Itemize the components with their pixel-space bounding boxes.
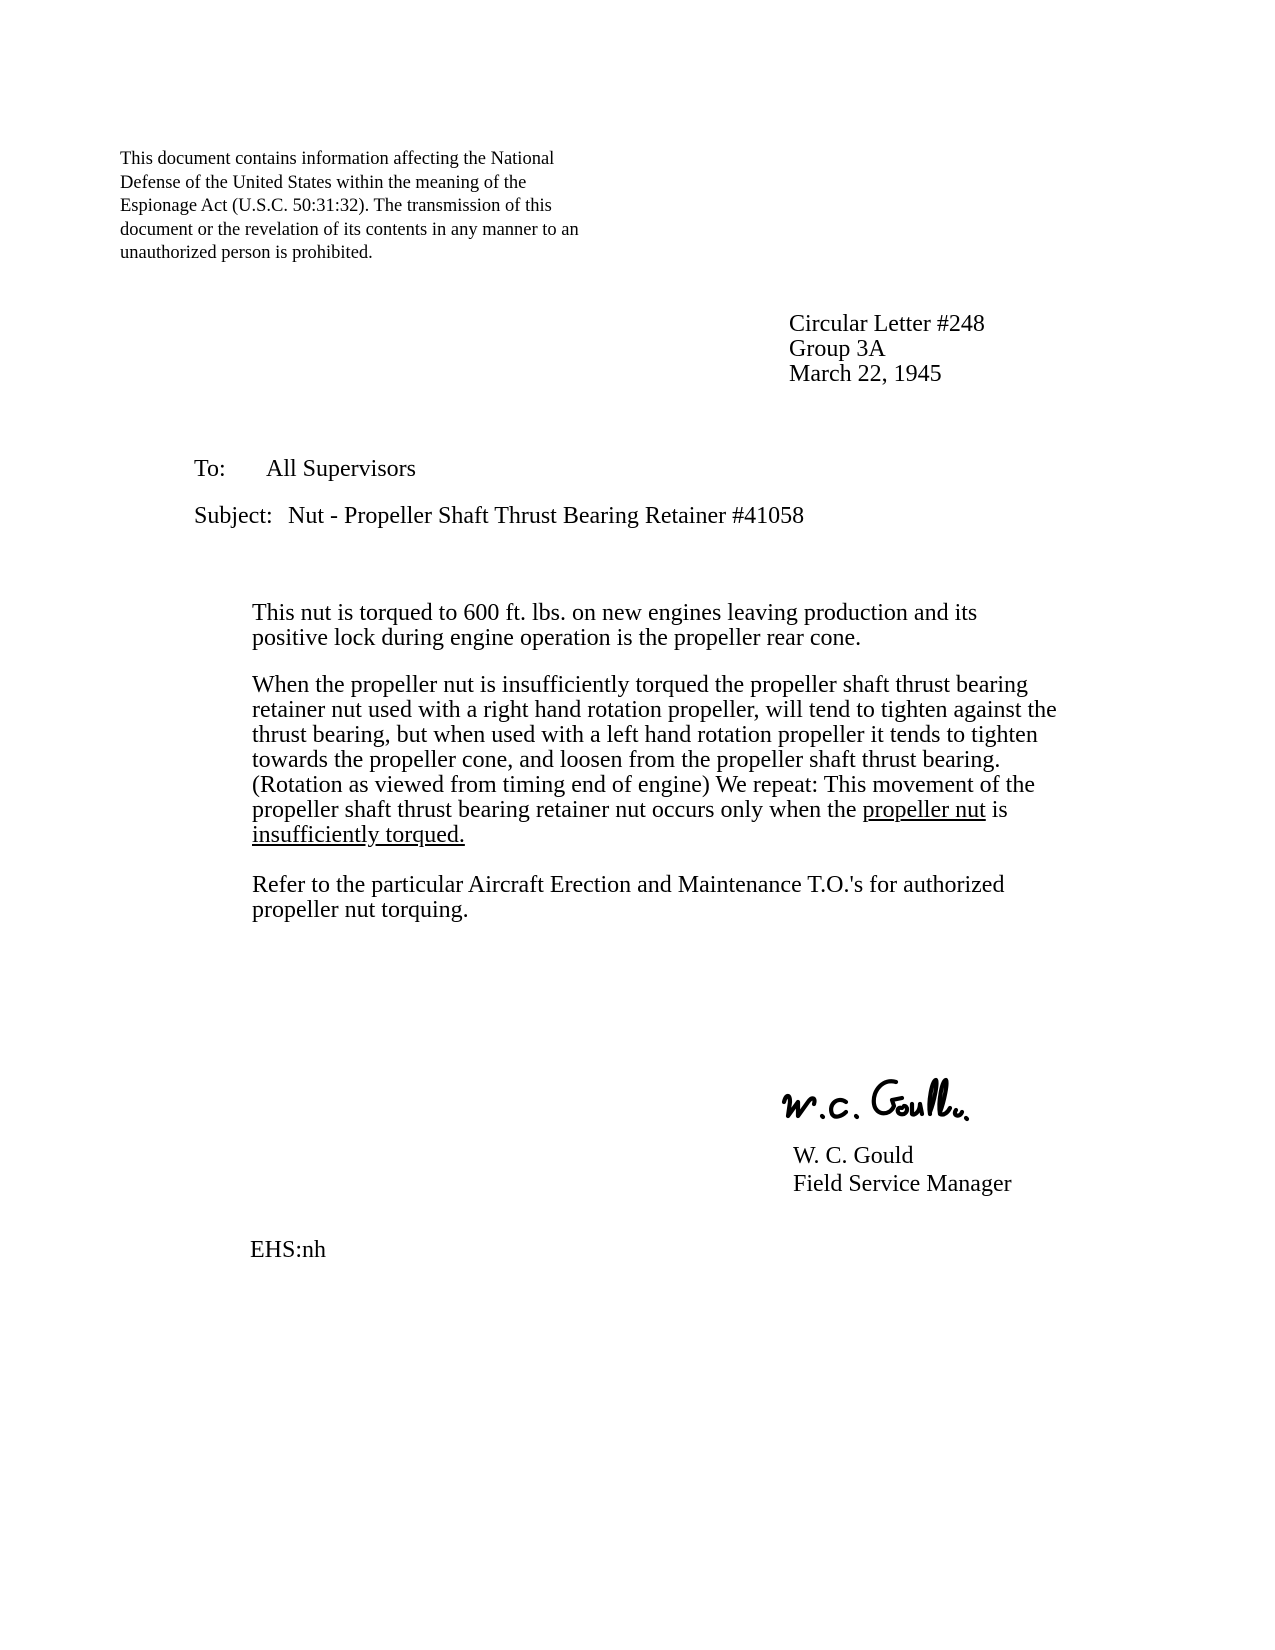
- paragraph-line: [252, 798, 1057, 823]
- paragraph-line: [252, 823, 1057, 848]
- to-value: All Supervisors: [266, 456, 416, 482]
- notice-line: document or the revelation of its contents in any manner to an: [120, 219, 579, 240]
- reference-block: [789, 312, 985, 387]
- underlined-text: insufficiently torqued.: [252, 822, 465, 848]
- paragraph-line: propeller nut torquing.: [252, 897, 469, 923]
- signer-title: Field Service Manager: [793, 1171, 1012, 1197]
- paragraph-line: (Rotation as viewed from timing end of engine) We repeat: This movement of the: [252, 772, 1035, 798]
- paragraph-line: thrust bearing, but when used with a left hand rotation propeller it tends to tighten: [252, 722, 1038, 748]
- line-text: is: [985, 797, 1008, 823]
- letter-date: March 22, 1945: [789, 361, 942, 387]
- group-label: Group 3A: [789, 336, 886, 362]
- notice-line: Espionage Act (U.S.C. 50:31:32). The transmission of this: [120, 196, 552, 216]
- handwritten-signature: [778, 1072, 1008, 1142]
- paragraph-line: positive lock during engine operation is the propeller rear cone.: [252, 625, 862, 651]
- typist-initials: EHS:nh: [250, 1237, 327, 1263]
- underlined-text: propeller nut: [862, 797, 986, 823]
- to-label: To:: [194, 456, 226, 482]
- signature-block: [793, 1142, 1012, 1198]
- paragraph-line: retainer nut used with a right hand rotation propeller, will tend to tighten against the: [252, 697, 1057, 723]
- signer-name: W. C. Gould: [793, 1143, 914, 1169]
- paragraph-line: towards the propeller cone, and loosen from the propeller shaft thrust bearing.: [252, 747, 1001, 773]
- notice-line: This document contains information affecting the National: [120, 149, 555, 169]
- paragraph-3: [252, 873, 1004, 923]
- notice-line: Defense of the United States within the meaning of the: [120, 172, 527, 193]
- paragraph-1: [252, 601, 977, 651]
- subject-value: Nut - Propeller Shaft Thrust Bearing Retainer #41058: [288, 503, 805, 529]
- subject-line: [194, 502, 804, 530]
- paragraph-2: [252, 673, 1057, 848]
- notice-line: unauthorized person is prohibited.: [120, 243, 373, 263]
- paragraph-line: When the propeller nut is insufficiently torqued the propeller shaft thrust bearing: [252, 672, 1029, 698]
- security-notice: [120, 148, 660, 266]
- paragraph-line: This nut is torqued to 600 ft. lbs. on new engines leaving production and its: [252, 600, 978, 626]
- circular-letter-number: Circular Letter #248: [789, 311, 985, 337]
- line-text: propeller shaft thrust bearing retainer nut occurs only when the: [252, 797, 863, 823]
- subject-label: Subject:: [194, 503, 273, 529]
- paragraph-line: Refer to the particular Aircraft Erection and Maintenance T.O.'s for authorized: [252, 872, 1005, 898]
- to-line: [194, 455, 416, 483]
